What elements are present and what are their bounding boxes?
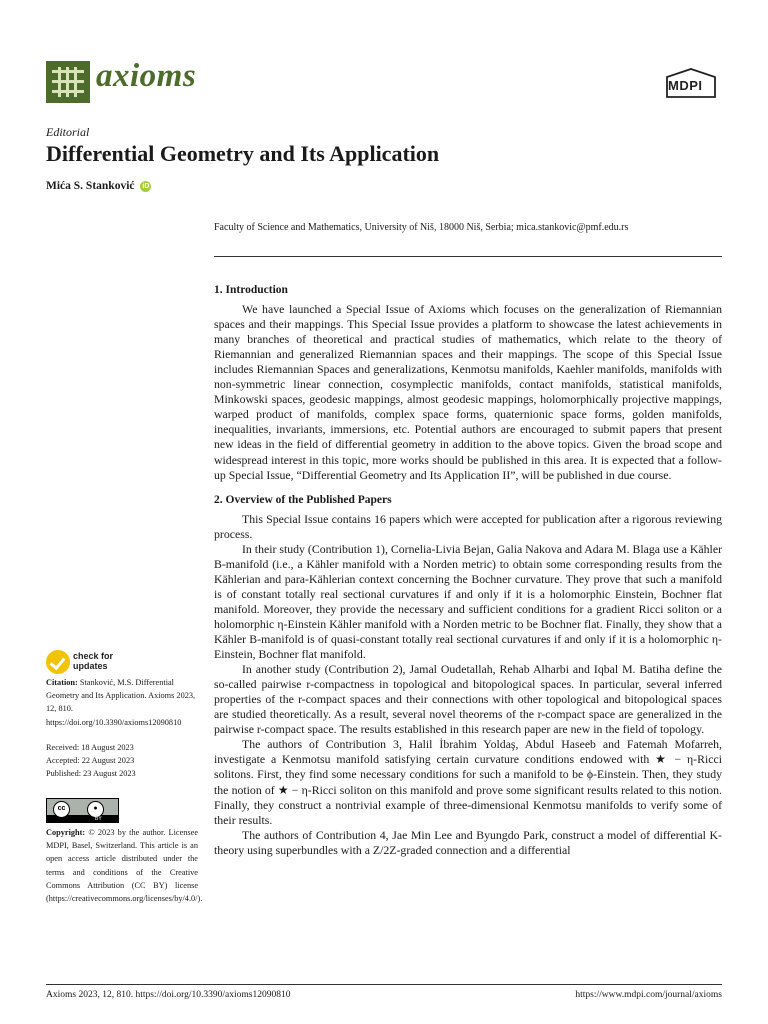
received-date: Received: 18 August 2023 [46,743,134,752]
cc-icon: cc [53,801,70,818]
article-title: Differential Geometry and Its Application [46,141,440,166]
footer-journal-url[interactable]: https://www.mdpi.com/journal/axioms [575,990,722,1000]
overview-paragraph: The authors of Contribution 4, Jae Min Lee and Byungdo Park, construct a model of differential K-theory using superbundles with a Z/2Z-graded connection and a differential [214,827,722,857]
check-for-updates-icon[interactable] [46,650,70,674]
copyright-block [46,826,203,905]
journal-logo-icon [46,61,90,103]
accepted-date: Accepted: 22 August 2023 [46,756,135,766]
header-divider [214,256,722,257]
orcid-icon[interactable]: iD [142,183,150,190]
section-heading-introduction: 1. Introduction [214,284,288,296]
overview-paragraph: The authors of Contribution 3, Halil İbrahim Yoldaş, Abdul Haseeb and Fatemah Mofarreh, investigate a Kenmotsu manifold satisfying certain curvature conditions endowed with ★ − η-Ricci solitons. First, they find some necessary conditions for such a manifold to be ϕ-Einstein. Then, they study the notion of ★ − η-Ricci soliton on this manifold and prove some significant results related to this notion. Finally, they construct a nontrivial example of three-dimensional Kenmotsu manifolds to verify some of their results. [214,737,722,827]
check-updates-line1: check for [73,651,114,661]
person-icon: ● [87,801,104,818]
overview-paragraph: In another study (Contribution 2), Jamal Oudetallah, Rehab Alharbi and Iqbal M. Batiha define the so-called pairwise r-compactness in topological and bitopological spaces. In particular, several inferred properties of the r-compact spaces and their connections with other topological and bitopological spaces are studied theoretically. As a result, several novel theorems of the r-compact space are generalized in the pairwise r-compact space. The results established in this research paper are new in the field of topology. [214,662,722,737]
check-for-updates-label[interactable] [73,651,113,671]
by-label: BY [95,816,102,822]
cc-by-license-icon[interactable] [46,798,119,823]
footer-divider [46,984,722,985]
overview-paragraph: In their study (Contribution 1), Cornelia-Livia Bejan, Galia Nakova and Adara M. Blaga use a Kähler B-manifold (i.e., a Kähler manifold with a Norden metric) to obtain some corresponding results from the Kählerian and para-Kählerian context concerning the Bochner curvature. They prove that such a manifold is of constant totally real sectional curvatures if and only if it is a holomorphic Einstein, Bochner flat manifold. Moreover, they provide the necessary and sufficient conditions for a gradient Ricci soliton or a holomorphic η-Einstein Kähler manifold with a Norden metric to be Bochner flat. Finally, they show that a Kähler B-manifold is of quasi-constant totally real sectional curvatures if and only if it is a holomorphic η-Einstein, Bochner flat manifold. [214,541,722,662]
article-type: Editorial [46,125,90,139]
footer-citation[interactable]: Axioms 2023, 12, 810. https://doi.org/10.3390/axioms12090810 [46,990,291,1000]
author-name[interactable]: Mića S. Stanković [46,180,135,192]
citation-block [46,676,198,729]
check-updates-line2: updates [73,661,108,671]
published-date: Published: 23 August 2023 [46,769,136,779]
main-text [214,283,722,858]
affiliation: Faculty of Science and Mathematics, University of Niš, 18000 Niš, Serbia; mica.stankovic@pmf.edu.rs [214,222,629,233]
intro-paragraph: We have launched a Special Issue of Axioms which focuses on the generalization of Riemannian spaces and their mappings. This Special Issue provides a platform to showcase the latest achievements in many branches of theoretical and practical studies of mathematics, which relate to the theory of Riemannian and generalized Riemannian spaces and their mappings. The scope of this Special Issue includes Riemannian Spaces and generalizations, Kenmotsu manifolds, Kaehler manifolds, manifolds with non-symmetric linear connection, cosymplectic manifolds, contact manifolds, statistical manifolds, Minkowski spaces, geodesic mappings, almost geodesic mappings, holomorphically projective mappings, warped product of manifolds, complex space forms, quaternionic space forms, golden manifolds, inequalities, invariants, immersions, etc. Potential authors are encouraged to submit papers that present new ideas in the field of differential geometry in addition to the above topics. Given the broad scope and widespread interest in this topic, more works should be published in this area. It is expected that a follow-up Special Issue, “Differential Geometry and Its Application II”, will be published in due course. [214,302,722,482]
copyright-text: © 2023 by the author. Licensee MDPI, Basel, Switzerland. This article is an open access article distributed under the terms and conditions of the Creative Commons Attribution (CC BY) license (https://creativecommons.org/licenses/by/4.0/). [46,828,203,904]
journal-name: axioms [96,58,197,94]
citation-label: Citation: [46,678,78,687]
overview-paragraph: This Special Issue contains 16 papers which were accepted for publication after a rigorous reviewing process. [214,511,722,541]
copyright-label: Copyright: [46,828,86,837]
section-heading-overview: 2. Overview of the Published Papers [214,493,392,506]
author-line [46,180,151,192]
dates-block [46,741,198,781]
citation-text: Stanković, M.S. Differential Geometry and Its Application. Axioms 2023, 12, 810. https://doi.org/10.3390/axioms12090810 [46,678,196,727]
publisher-name: MDPI [668,78,703,93]
